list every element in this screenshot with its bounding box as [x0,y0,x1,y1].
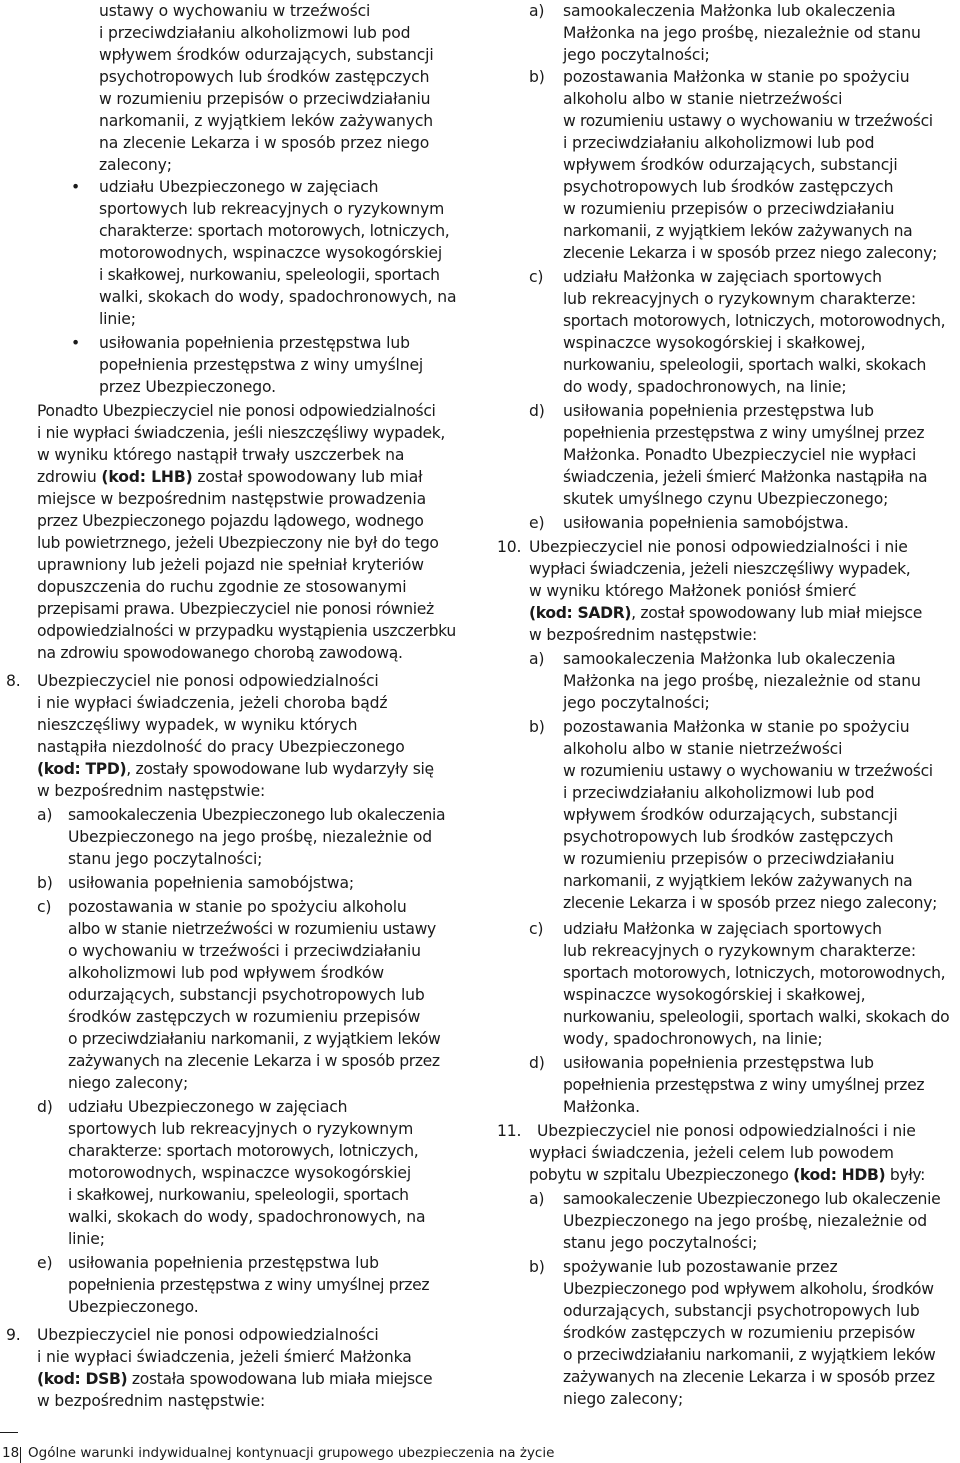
list-label: d) [529,402,545,420]
code-sadr: (kod: SADR) [529,604,632,622]
text-line: w rozumieniu przepisów o przeciwdziałaniu [563,850,895,868]
text-line: charakterze: sportach motorowych, lotniczych, [68,1142,419,1160]
text-line: Ubezpieczonego. [68,1298,199,1316]
text-line: w bezpośrednim następstwie: [37,782,266,800]
text-line: Małżonka. Ponadto Ubezpieczyciel nie wypłaci [563,446,917,464]
text-line: udziału Ubezpieczonego w zajęciach [99,178,379,196]
text-line: narkomanii, z wyjątkiem leków zażywanych [99,112,433,130]
list-label: c) [529,920,544,938]
text-line: skutek umyślnego czynu Ubezpieczonego; [563,490,889,508]
text-line: sportowych lub rekreacyjnych o ryzykownym [99,200,445,218]
text-line: pozostawania w stanie po spożyciu alkoholu [68,898,407,916]
text-line: przez Ubezpieczonego. [99,378,276,396]
text-line: i przeciwdziałaniu alkoholizmowi lub pod [563,134,875,152]
text-line: niego zalecony; [68,1074,189,1092]
list-label: c) [37,898,52,916]
text-line: popełnienia przestępstwa z winy umyślnej przez [563,1076,925,1094]
text-line: psychotropowych lub środków zastępczych [563,178,894,196]
section-number: 10. [497,538,522,556]
text-line: wypłaci świadczenia, jeżeli celem lub powodem [529,1144,894,1162]
section-number: 8. [6,672,21,690]
list-label: d) [529,1054,545,1072]
text-line: wypłaci świadczenia, jeżeli nieszczęśliwy wypadek, [529,560,911,578]
text-line: albo w stanie nietrzeźwości w rozumieniu ustawy [68,920,436,938]
text-line: niego zalecony; [563,1390,684,1408]
text-line: udziału Małżonka w zajęciach sportowych [563,268,882,286]
text-line: nastąpiła niezdolność do pracy Ubezpieczonego [37,738,405,756]
text-line: nurkowaniu, speleologii, sportach walki, skokach [563,356,927,374]
text-line: Ponadto Ubezpieczyciel nie ponosi odpowiedzialności [37,402,436,420]
text-line: zdrowiu (kod: LHB) został spowodowany lub miał [37,468,423,486]
text-line: popełnienia przestępstwa z winy umyślnej przez [563,424,925,442]
text-line: w bezpośrednim następstwie: [37,1392,266,1410]
text-line: i przeciwdziałaniu alkoholizmowi lub pod [563,784,875,802]
text-line: popełnienia przestępstwa z winy umyślnej [99,356,424,374]
text-line: Ubezpieczonego na jego prośbę, niezależnie od [68,828,432,846]
text-line: odurzających, substancji psychotropowych lub [68,986,425,1004]
text-line: środków zastępczych w rozumieniu przepisów [68,1008,421,1026]
text-line: pozostawania Małżonka w stanie po spożyciu [563,68,910,86]
text-line: zażywanych na zlecenie Lekarza i w sposób przez [68,1052,440,1070]
text-line: lub rekreacyjnych o ryzykownym charakterze: [563,942,916,960]
text-line: usiłowania popełnienia samobójstwa. [563,514,849,532]
text-line: i skałkowej, nurkowaniu, speleologii, sportach [99,266,440,284]
text-line: Ubezpieczonego na jego prośbę, niezależnie od [563,1212,927,1230]
text-line: pozostawania Małżonka w stanie po spożyciu [563,718,910,736]
text-line: Małżonka. [563,1098,640,1116]
text-line: samookaleczenie Ubezpieczonego lub okaleczenie [563,1190,941,1208]
footer-rule [0,1432,18,1433]
text-line: przez Ubezpieczonego pojazdu lądowego, wodnego [37,512,424,530]
text-line: usiłowania popełnienia przestępstwa lub [99,334,410,352]
text-line: Ubezpieczyciel nie ponosi odpowiedzialności i nie [529,538,908,556]
text-line: udziału Małżonka w zajęciach sportowych [563,920,882,938]
document-title: Ogólne warunki indywidualnej kontynuacji grupowego ubezpieczenia na życie [28,1445,555,1461]
text-line: o przeciwdziałaniu narkomanii, z wyjątkiem leków [68,1030,441,1048]
text-line: udziału Ubezpieczonego w zajęciach [68,1098,348,1116]
text-line: samookaleczenia Małżonka lub okaleczenia [563,650,896,668]
text-line: jego poczytalności; [563,694,710,712]
code-lhb: (kod: LHB) [101,468,193,486]
text-line: o wychowaniu w trzeźwości i przeciwdziałaniu [68,942,421,960]
code-tpd: (kod: TPD) [37,760,127,778]
section-number: 9. [6,1326,21,1344]
text-line: sportach motorowych, lotniczych, motorowodnych, [563,312,946,330]
list-label: a) [529,650,545,668]
text-line: walki, skokach do wody, spadochronowych, na [99,288,457,306]
text-line: narkomanii, z wyjątkiem leków zażywanych na [563,872,913,890]
text-line: i nie wypłaci świadczenia, jeśli nieszczęśliwy wypadek, [37,424,446,442]
list-label: b) [37,874,53,892]
list-label: d) [37,1098,53,1116]
text-line: przepisami prawa. Ubezpieczyciel nie ponosi również [37,600,434,618]
text-line: Ubezpieczonego pod wpływem alkoholu, środków [563,1280,934,1298]
text-line: i nie wypłaci świadczenia, jeżeli choroba bądź [37,694,388,712]
text-line: nurkowaniu, speleologii, sportach walki, skokach do [563,1008,950,1026]
text-line: Małżonka na jego prośbę, niezależnie od stanu [563,672,921,690]
text-line: w rozumieniu ustawy o wychowaniu w trzeźwości [563,112,933,130]
text-line: alkoholizmowi lub pod wpływem środków [68,964,384,982]
text-line: i skałkowej, nurkowaniu, speleologii, sportach [68,1186,409,1204]
text-line: pobytu w szpitalu Ubezpieczonego (kod: HDB) były: [529,1166,926,1184]
list-label: a) [529,1190,545,1208]
text-line: psychotropowych lub środków zastępczych [99,68,430,86]
text-line: stanu jego poczytalności; [563,1234,758,1252]
text-line: zażywanych na zlecenie Lekarza i w sposób przez [563,1368,935,1386]
text-line: (kod: SADR), został spowodowany lub miał miejsce [529,604,922,622]
text-line: o przeciwdziałaniu narkomanii, z wyjątkiem leków [563,1346,936,1364]
text-line: charakterze: sportach motorowych, lotniczych, [99,222,450,240]
text-line: zlecenie Lekarza i w sposób przez niego zalecony; [563,244,937,262]
text-line: stanu jego poczytalności; [68,850,263,868]
text-line: zlecenie Lekarza i w sposób przez niego zalecony; [563,894,937,912]
text-line: wspinaczce wysokogórskiej i skałkowej, [563,986,866,1004]
list-label: a) [37,806,53,824]
text-line: jego poczytalności; [563,46,710,64]
code-dsb: (kod: DSB) [37,1370,128,1388]
text-line: uprawniony lub jeżeli pojazd nie spełniał kryteriów [37,556,424,574]
text-line: dopuszczenia do ruchu zgodnie ze stosowanymi [37,578,407,596]
text-line: wspinaczce wysokogórskiej i skałkowej, [563,334,866,352]
text-line: motorowodnych, wspinaczce wysokogórskiej [68,1164,412,1182]
list-label: b) [529,1258,545,1276]
text-line: alkoholu albo w stanie nietrzeźwości [563,90,843,108]
text-line: samookaleczenia Małżonka lub okaleczenia [563,2,896,20]
text-line: lub rekreacyjnych o ryzykownym charakterze: [563,290,916,308]
text-line: usiłowania popełnienia przestępstwa lub [68,1254,379,1272]
text-line: odpowiedzialności w przypadku wystąpienia uszczerbku [37,622,456,640]
text-line: sportowych lub rekreacyjnych o ryzykownym [68,1120,414,1138]
text-line: linie; [99,310,136,328]
text-line: (kod: TPD), zostały spowodowane lub wydarzyły się [37,760,434,778]
list-label: c) [529,268,544,286]
text-line: sportach motorowych, lotniczych, motorowodnych, [563,964,946,982]
text-line: na zlecenie Lekarza i w sposób przez niego [99,134,430,152]
section-number: 11. [497,1122,522,1140]
text-line: w bezpośrednim następstwie: [529,626,758,644]
text-line: na zdrowiu spowodowanego chorobą zawodową. [37,644,403,662]
text-line: i przeciwdziałaniu alkoholizmowi lub pod [99,24,411,42]
text-line: popełnienia przestępstwa z winy umyślnej przez [68,1276,430,1294]
bullet-marker: • [71,178,81,196]
text-line: samookaleczenia Ubezpieczonego lub okaleczenia [68,806,446,824]
text-line: narkomanii, z wyjątkiem leków zażywanych na [563,222,913,240]
list-label: e) [37,1254,53,1272]
text-line: w rozumieniu ustawy o wychowaniu w trzeźwości [563,762,933,780]
text-line: nieszczęśliwy wypadek, w wyniku których [37,716,358,734]
text-line: spożywanie lub pozostawanie przez [563,1258,838,1276]
text-line: usiłowania popełnienia przestępstwa lub [563,1054,874,1072]
text-line: motorowodnych, wspinaczce wysokogórskiej [99,244,443,262]
text-line: walki, skokach do wody, spadochronowych, na [68,1208,426,1226]
text-line: (kod: DSB) została spowodowana lub miała miejsce [37,1370,433,1388]
text-line: wpływem środków odurzających, substancji [563,156,898,174]
text-line: usiłowania popełnienia przestępstwa lub [563,402,874,420]
text-line: linie; [68,1230,105,1248]
list-label: a) [529,2,545,20]
text-line: miejsce w bezpośrednim następstwie prowadzenia [37,490,426,508]
text-line: świadczenia, jeżeli śmierć Małżonka nastąpiła na [563,468,928,486]
text-line: do wody, spadochronowych, na linie; [563,378,847,396]
list-label: e) [529,514,545,532]
footer-divider [20,1447,21,1463]
text-line: alkoholu albo w stanie nietrzeźwości [563,740,843,758]
text-line: w wyniku którego nastąpił trwały uszczerbek na [37,446,405,464]
list-label: b) [529,68,545,86]
bullet-marker: • [71,334,81,352]
text-line: wpływem środków odurzających, substancji [99,46,434,64]
text-line: w rozumieniu przepisów o przeciwdziałaniu [99,90,431,108]
text-line: psychotropowych lub środków zastępczych [563,828,894,846]
text-line: odurzających, substancji psychotropowych lub [563,1302,920,1320]
text-line: Ubezpieczyciel nie ponosi odpowiedzialności [37,1326,379,1344]
text-line: w wyniku którego Małżonek poniósł śmierć [529,582,857,600]
text-line: usiłowania popełnienia samobójstwa; [68,874,354,892]
text-line: Ubezpieczyciel nie ponosi odpowiedzialności [37,672,379,690]
text-line: wody, spadochronowych, na linie; [563,1030,823,1048]
code-hdb: (kod: HDB) [793,1166,886,1184]
text-line: i nie wypłaci świadczenia, jeżeli śmierć Małżonka [37,1348,412,1366]
list-label: b) [529,718,545,736]
text-line: lub powietrznego, jeżeli Ubezpieczony nie był do tego [37,534,439,552]
text-line: ustawy o wychowaniu w trzeźwości [99,2,371,20]
text-line: zalecony; [99,156,172,174]
text-line: Ubezpieczyciel nie ponosi odpowiedzialności i nie [537,1122,916,1140]
text-line: Małżonka na jego prośbę, niezależnie od stanu [563,24,921,42]
text-line: wpływem środków odurzających, substancji [563,806,898,824]
page-number: 18 [2,1445,20,1461]
text-line: w rozumieniu przepisów o przeciwdziałaniu [563,200,895,218]
text-line: środków zastępczych w rozumieniu przepisów [563,1324,916,1342]
